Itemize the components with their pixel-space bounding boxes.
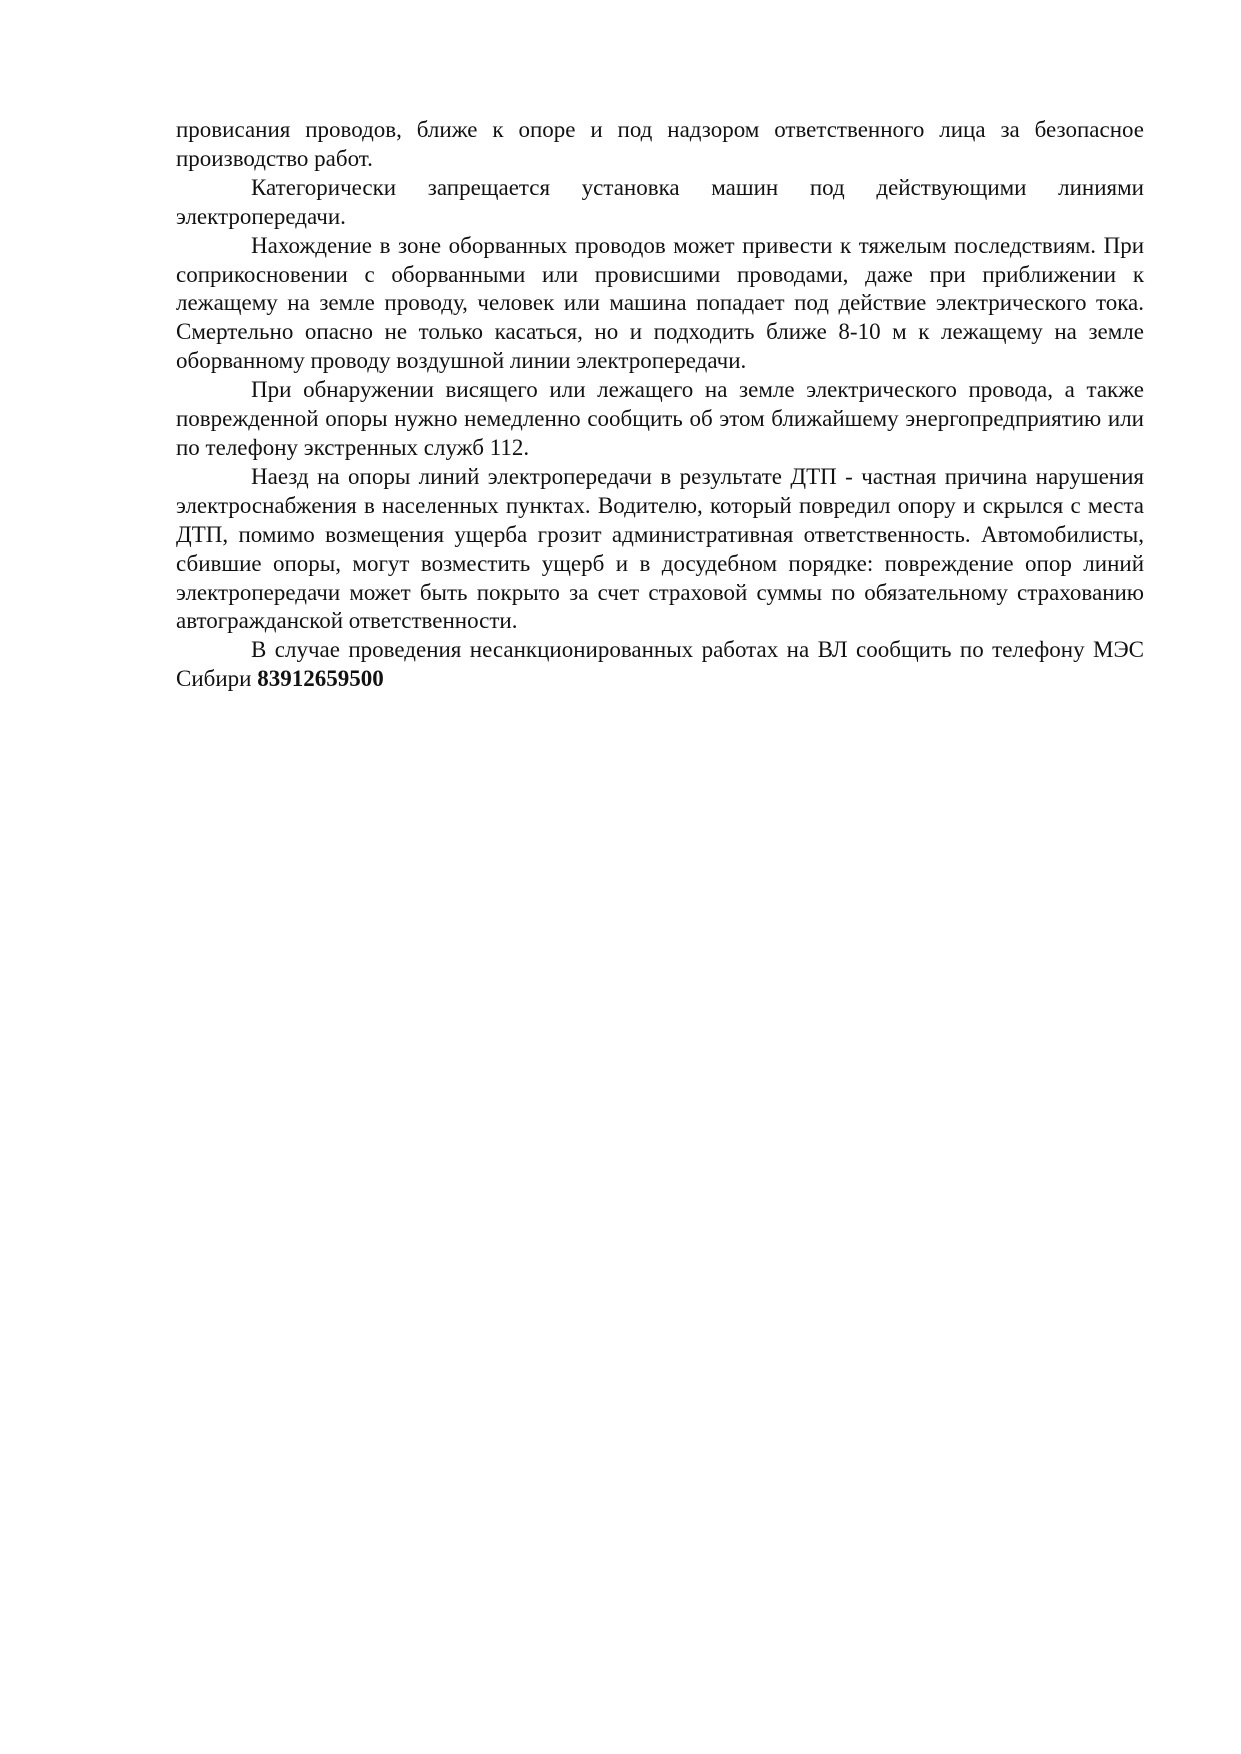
paragraph-text: В случае проведения несанкционированных работах на ВЛ сообщить по телефону МЭС Сибири — [176, 637, 1144, 692]
document-body — [176, 116, 1144, 694]
paragraph-broken-wires-danger — [176, 232, 1144, 377]
paragraph-text: провисания проводов, ближе к опоре и под надзором ответственного лица за безопасное производство работ. — [176, 117, 1144, 171]
paragraph-text: Категорически запрещается установка машин под действующими линиями электропередачи. — [176, 174, 1144, 229]
paragraph-report-damage — [176, 376, 1144, 463]
paragraph-text: Наезд на опоры линий электропередачи в результате ДТП - частная причина нарушения электроснабжения в населенных пунктах. Водителю, который повредил опору и скрылся с места ДТП, помимо возмещения ущерба грозит административная ответственность. Автомобилисты, сбившие опоры, могут возместить ущерб и в досудебном порядке: повреждение опор линий электропередачи может быть покрыто за счет страховой суммы по обязательному страхованию автогражданской ответственности. — [176, 463, 1144, 634]
phone-number: 83912659500 — [257, 666, 384, 692]
paragraph-road-accidents — [176, 463, 1144, 636]
paragraph-machine-installation-ban — [176, 174, 1144, 232]
paragraph-continuation — [176, 116, 1144, 174]
paragraph-unauthorized-works — [176, 636, 1144, 694]
paragraph-text: При обнаружении висящего или лежащего на земле электрического провода, а также поврежденной опоры нужно немедленно сообщить об этом ближайшему энергопредприятию или по телефону экстренных служб 112. — [176, 377, 1144, 460]
paragraph-text: Нахождение в зоне оборванных проводов может привести к тяжелым последствиям. При соприкосновении с оборванными или провисшими проводами, даже при приближении к лежащему на земле проводу, человек или машина попадает под действие электрического тока. Смертельно опасно не только касаться, но и подходить ближе 8-10 м к лежащему на земле оборванному проводу воздушной линии электропередачи. — [176, 232, 1144, 374]
